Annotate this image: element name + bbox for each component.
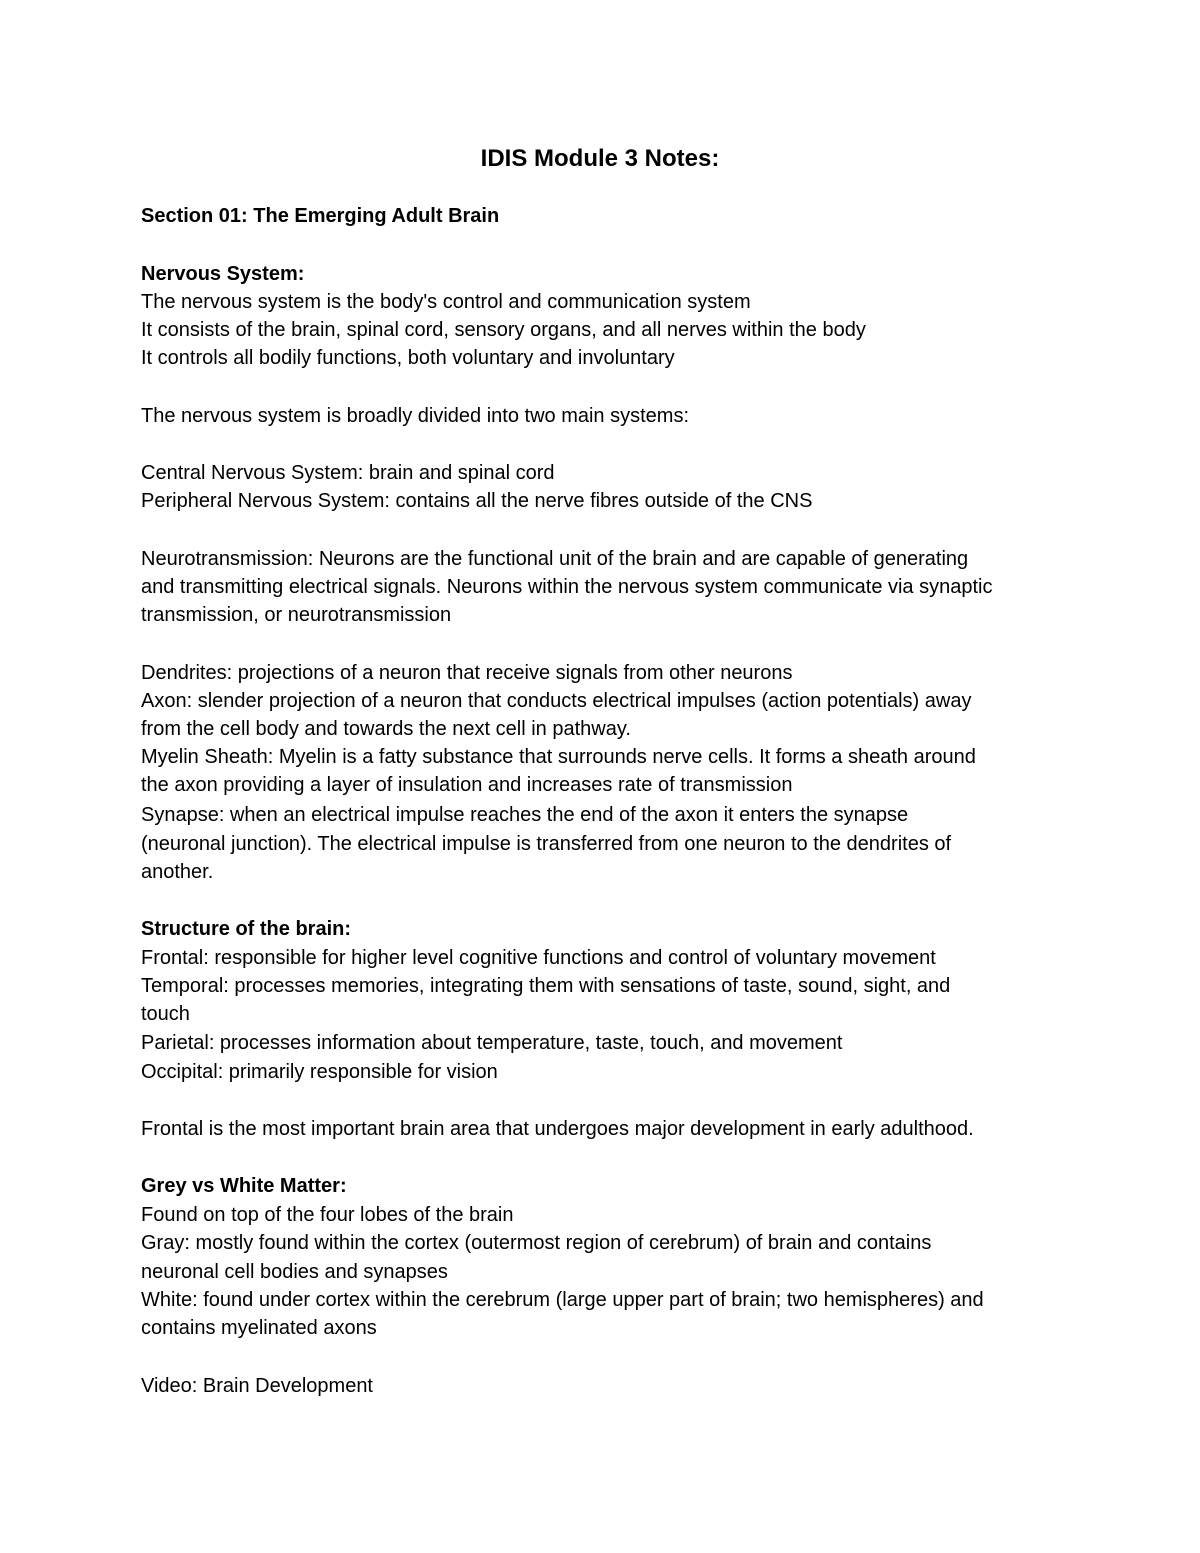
neuron-parts-line: Myelin Sheath: Myelin is a fatty substance that surrounds nerve cells. It forms a sheath around [141, 746, 976, 768]
brain-structure-line: Occipital: primarily responsible for vision [141, 1061, 498, 1083]
neuron-parts-line: (neuronal junction). The electrical impulse is transferred from one neuron to the dendrites of [141, 833, 952, 855]
brain-structure-summary: Frontal is the most important brain area that undergoes major development in early adulthood. [141, 1118, 974, 1140]
nervous-system-line: It controls all bodily functions, both voluntary and involuntary [141, 347, 675, 369]
nervous-system-line: The nervous system is the body's control and communication system [141, 291, 751, 313]
pns-definition: Peripheral Nervous System: contains all the nerve fibres outside of the CNS [141, 490, 813, 512]
video-reference: Video: Brain Development [141, 1375, 373, 1397]
matter-line: Found on top of the four lobes of the brain [141, 1204, 514, 1226]
section-heading: Section 01: The Emerging Adult Brain [141, 205, 500, 227]
matter-line: contains myelinated axons [141, 1317, 377, 1339]
brain-structure-line: Frontal: responsible for higher level cognitive functions and control of voluntary movement [141, 947, 936, 969]
neuron-parts-line: another. [141, 861, 214, 883]
neurotransmission-line: Neurotransmission: Neurons are the functional unit of the brain and are capable of generating [141, 548, 969, 570]
neuron-parts-line: the axon providing a layer of insulation and increases rate of transmission [141, 774, 793, 796]
matter-line: White: found under cortex within the cerebrum (large upper part of brain; two hemispheres) and [141, 1289, 984, 1311]
matter-line: Gray: mostly found within the cortex (outermost region of cerebrum) of brain and contains [141, 1232, 932, 1254]
brain-structure-line: touch [141, 1003, 190, 1025]
neuron-parts-line: Dendrites: projections of a neuron that receive signals from other neurons [141, 662, 793, 684]
nervous-system-line: It consists of the brain, spinal cord, sensory organs, and all nerves within the body [141, 319, 866, 341]
nervous-system-heading: Nervous System: [141, 263, 305, 285]
brain-structure-heading: Structure of the brain: [141, 918, 352, 940]
brain-structure-line: Temporal: processes memories, integrating them with sensations of taste, sound, sight, and [141, 975, 951, 997]
matter-heading: Grey vs White Matter: [141, 1175, 347, 1197]
neuron-parts-line: Synapse: when an electrical impulse reaches the end of the axon it enters the synapse [141, 804, 909, 826]
neurotransmission-line: transmission, or neurotransmission [141, 604, 452, 626]
division-intro: The nervous system is broadly divided into two main systems: [141, 405, 689, 427]
matter-line: neuronal cell bodies and synapses [141, 1261, 448, 1283]
cns-definition: Central Nervous System: brain and spinal cord [141, 462, 555, 484]
neuron-parts-line: from the cell body and towards the next cell in pathway. [141, 718, 631, 740]
neuron-parts-line: Axon: slender projection of a neuron that conducts electrical impulses (action potentials) away [141, 690, 972, 712]
document-title: IDIS Module 3 Notes: [480, 145, 720, 172]
neurotransmission-line: and transmitting electrical signals. Neurons within the nervous system communicate via synaptic [141, 576, 993, 598]
brain-structure-line: Parietal: processes information about temperature, taste, touch, and movement [141, 1032, 843, 1054]
